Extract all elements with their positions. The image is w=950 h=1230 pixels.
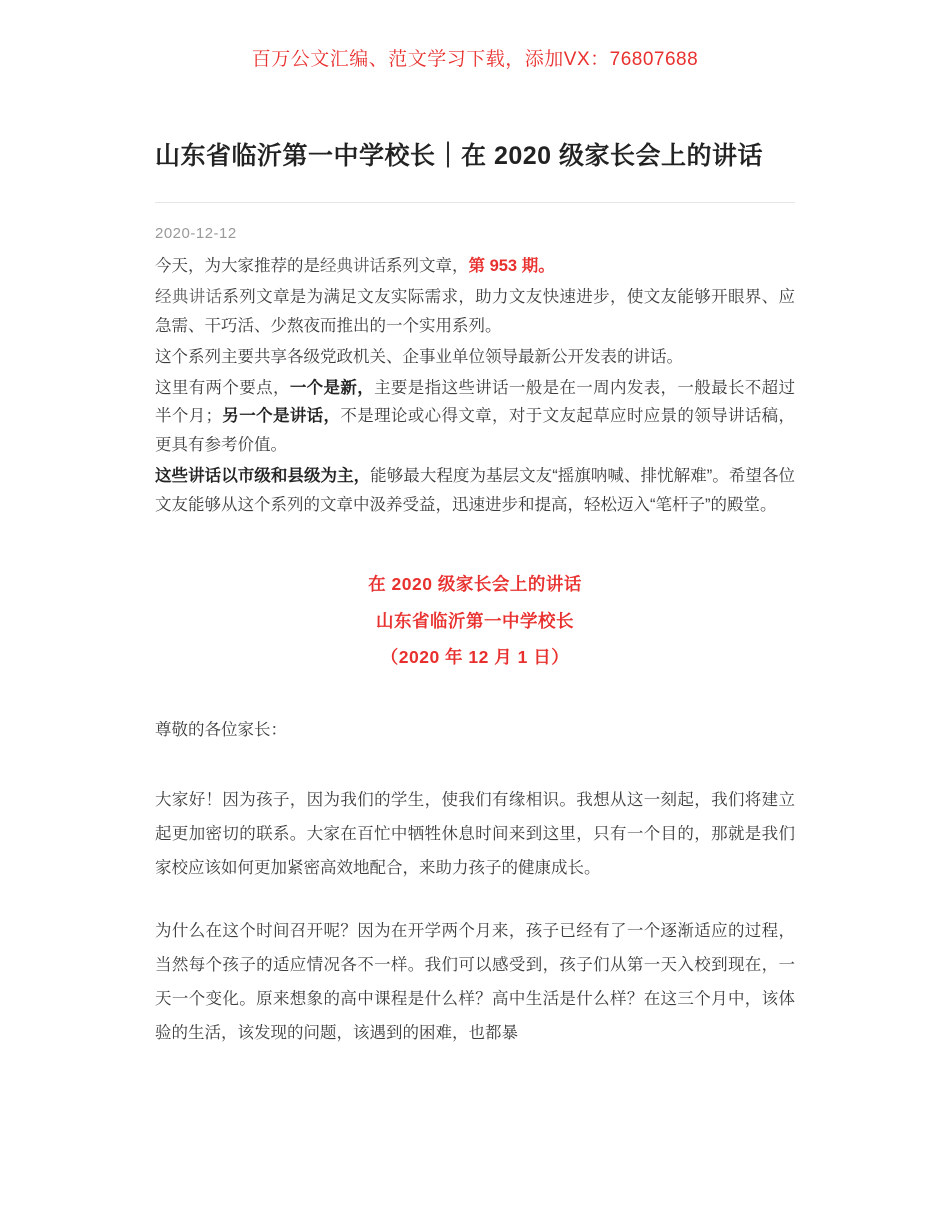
intro-paragraph: [155, 252, 795, 281]
text-run: 这里有两个要点，: [155, 378, 290, 397]
text-run: 系列文章是为满足文友实际需求，助力文友快速进步，使文友能够开眼界、应急需、干巧活、少熬夜而推出的一个实用系列。: [155, 287, 796, 335]
body-paragraphs: [155, 784, 795, 1051]
document-content: [155, 81, 795, 1051]
title-divider: [155, 202, 795, 203]
text-run: 能够最大程度为基层文友“摇旗呐喊、排忧解难”。希望各位文友能够从这个系列的文章中汲养受益，迅速进步和提高，轻松迈入“笔杆子”的殿堂。: [155, 467, 795, 514]
intro-paragraph: [155, 462, 795, 520]
intro-section: [155, 252, 795, 520]
text-run: 系列文章，: [386, 257, 469, 275]
intro-paragraph: [155, 374, 795, 461]
text-run: 主要是指这些讲话一般是在一周内发表，一般最长不超过半个月；: [155, 378, 796, 426]
text-run: 不是理论或心得文章，对于文友起草应时应景的领导讲话稿，更具有参考价值。: [155, 407, 796, 455]
text-run: 一个是新，: [289, 378, 375, 397]
speech-body: [155, 714, 795, 1051]
text-run: 另一个是讲话，: [222, 407, 341, 426]
body-paragraph: 为什么在这个时间召开呢？因为在开学两个月来，孩子已经有了一个逐渐适应的过程，当然每个孩子的适应情况各不一样。我们可以感受到，孩子们从第一天入校到现在，一天一个变化。原来想象的高中课程是什么样？高中生活是什么样？在这三个月中，该体验的生活，该发现的问题，该遇到的困难，也都暴: [155, 922, 795, 1042]
text-run: 今天，为大家推荐的是: [155, 257, 320, 275]
speech-header-line: 在 2020 级家长会上的讲话: [368, 573, 582, 594]
speech-header-line: （2020 年 12 月 1 日）: [380, 647, 570, 668]
publish-date: 2020-12-12: [155, 225, 237, 242]
text-run: 第 953 期。: [468, 257, 555, 275]
text-run: 这个系列主要共享各级党政机关、企事业单位领导最新公开发表的讲话。: [155, 347, 683, 366]
intro-paragraph: [155, 283, 795, 341]
text-run: 这些讲话以市级和县级为主，: [155, 467, 371, 486]
page-title: 山东省临沂第一中学校长｜在 2020 级家长会上的讲话: [155, 142, 764, 170]
intro-paragraph: [155, 343, 795, 372]
text-run: 经典讲话: [320, 256, 386, 275]
salutation: 尊敬的各位家长：: [155, 721, 287, 740]
promo-banner: 百万公文汇编、范文学习下载，添加VX：76807688: [251, 49, 699, 70]
speech-header-line: 山东省临沂第一中学校长: [376, 610, 574, 631]
speech-header: [155, 566, 795, 676]
text-run: 经典讲话: [155, 286, 223, 306]
body-paragraph: 大家好！因为孩子，因为我们的学生，使我们有缘相识。我想从这一刻起，我们将建立起更加密切的联系。大家在百忙中牺牲休息时间来到这里，只有一个目的，那就是我们家校应该如何更加紧密高效地配合，来助力孩子的健康成长。: [155, 790, 795, 877]
